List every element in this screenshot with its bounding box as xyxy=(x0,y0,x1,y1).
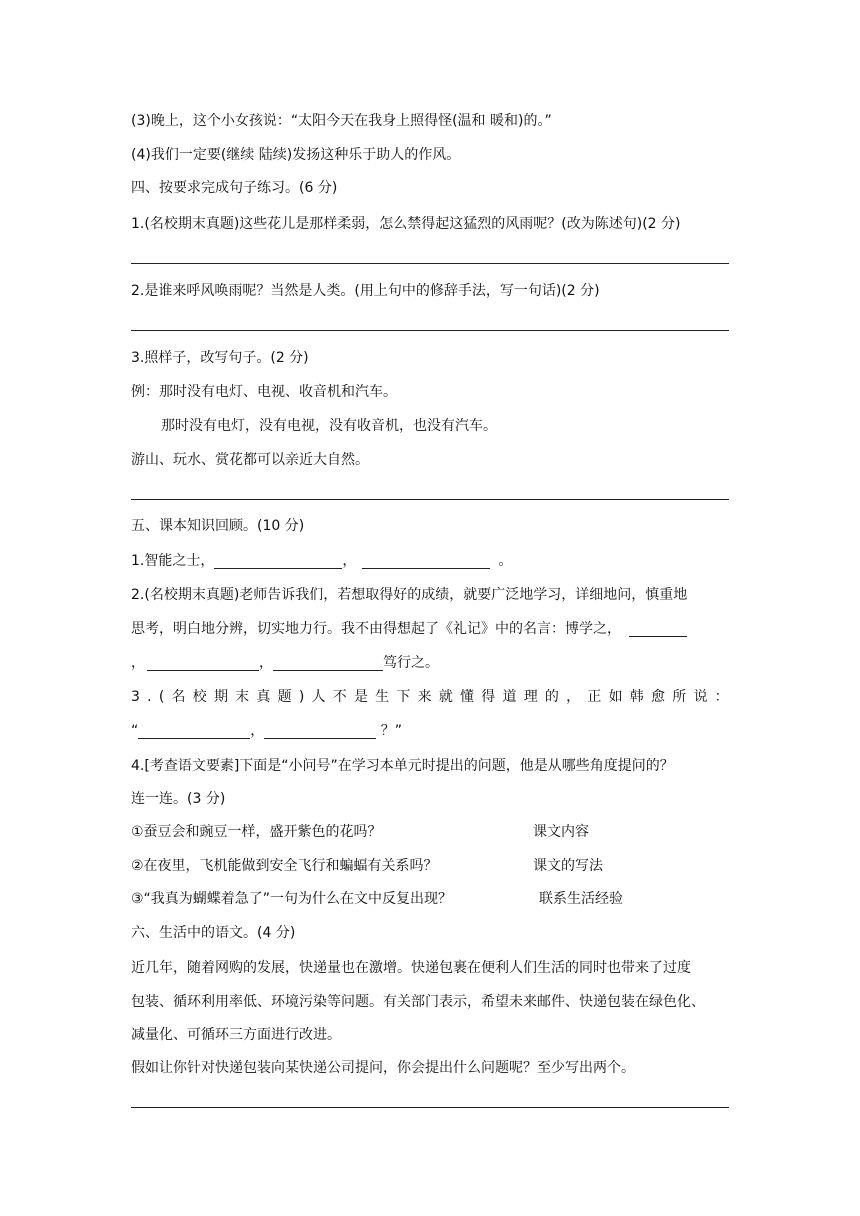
justified-char: 如 xyxy=(608,689,623,705)
justified-char: 不 xyxy=(332,689,347,705)
justified-char: 是 xyxy=(353,689,368,705)
fill-blank[interactable] xyxy=(147,654,259,671)
quote-close: ？” xyxy=(376,723,402,739)
justified-char: 3 xyxy=(131,689,140,705)
knowledge-2-line-3 xyxy=(131,653,439,673)
item-4: (4)我们一定要(继续 陆续)发扬这种乐于助人的作风。 xyxy=(131,147,461,163)
match-right-2[interactable]: 课文的写法 xyxy=(533,858,603,874)
knowledge-3-comma: ， xyxy=(250,723,265,739)
knowledge-2-comma-2: ， xyxy=(259,655,273,671)
justified-char: 正 xyxy=(587,689,602,705)
match-left-1[interactable]: ①蚕豆会和豌豆一样，盛开紫色的花吗？ xyxy=(131,824,382,840)
justified-char: 愈 xyxy=(651,689,665,705)
knowledge-1-comma: ， xyxy=(342,553,357,569)
justified-char: 人 xyxy=(311,689,326,705)
fill-blank[interactable] xyxy=(362,552,490,569)
justified-char: 来 xyxy=(417,689,432,705)
justified-char: 就 xyxy=(438,689,453,705)
match-left-2[interactable]: ②在夜里，飞机能做到安全飞行和蝙蝠有关系吗？ xyxy=(131,858,438,874)
justified-char: ( xyxy=(158,689,165,705)
fill-blank[interactable] xyxy=(629,620,687,637)
knowledge-2-comma: ， xyxy=(131,655,145,671)
passage-question: 假如让你针对快递包装向某快递公司提问，你会提出什么问题呢？至少写出两个。 xyxy=(131,1060,635,1076)
knowledge-1 xyxy=(131,551,512,571)
justified-char: 末 xyxy=(235,689,250,705)
knowledge-4-line-2: 连一连。(3 分) xyxy=(131,791,226,807)
passage-line-2: 包装、循环利用率低、环境污染等问题。有关部门表示，希望未来邮件、快递包装在绿色化、 xyxy=(131,994,705,1010)
example-line-1: 例：那时没有电灯、电视、收音机和汽车。 xyxy=(131,384,397,400)
section-6-heading: 六、生活中的语文。(4 分) xyxy=(131,925,296,941)
passage-line-1: 近几年，随着网购的发展，快递量也在激增。快递包裹在便利人们生活的同时也带来了过度 xyxy=(131,960,691,976)
match-right-3[interactable]: 联系生活经验 xyxy=(539,891,623,907)
knowledge-2-line-2 xyxy=(131,619,687,639)
justified-char: 期 xyxy=(213,689,228,705)
justified-char: . xyxy=(147,689,152,705)
knowledge-4-line-1: 4.[考查语文要素]下面是“小问号”在学习本单元时提出的问题，他是从哪些角度提问的？ xyxy=(131,758,674,774)
answer-line-2[interactable] xyxy=(131,330,729,331)
passage-line-3: 减量化、可循环三方面进行改进。 xyxy=(131,1027,341,1043)
knowledge-2-end: 笃行之。 xyxy=(383,655,439,671)
fill-blank[interactable] xyxy=(138,722,250,739)
justified-char: 懂 xyxy=(460,689,475,705)
match-left-3[interactable]: ③“我真为蝴蝶着急了”一句为什么在文中反复出现？ xyxy=(131,891,453,907)
example-line-2: 那时没有电灯，没有电视，没有收音机，也没有汽车。 xyxy=(161,418,497,434)
justified-char: 题 xyxy=(277,689,292,705)
justified-char: 下 xyxy=(396,689,411,705)
section-4-heading: 四、按要求完成句子练习。(6 分) xyxy=(131,180,338,196)
justified-char: 道 xyxy=(502,689,517,705)
answer-line-1[interactable] xyxy=(131,263,729,264)
justified-char: 说 xyxy=(693,689,708,705)
justified-char: ) xyxy=(298,689,305,705)
justified-char: ， xyxy=(566,689,581,705)
match-right-1[interactable]: 课文内容 xyxy=(533,824,589,840)
fill-blank[interactable] xyxy=(273,654,383,671)
fill-blank[interactable] xyxy=(214,552,342,569)
justified-char: 名 xyxy=(171,689,186,705)
knowledge-2-line-1: 2.(名校期末真题)老师告诉我们，若想取得好的成绩，就要广泛地学习，详细地问，慎重地 xyxy=(131,587,688,603)
justified-char: 韩 xyxy=(629,689,644,705)
question-2: 2.是谁来呼风唤雨呢？当然是人类。(用上句中的修辞手法，写一句话)(2 分) xyxy=(131,283,600,299)
answer-line-6[interactable] xyxy=(131,1107,729,1108)
quote-open: “ xyxy=(131,723,139,739)
justified-char: 生 xyxy=(375,689,390,705)
justified-char: 的 xyxy=(544,689,559,705)
justified-char: 真 xyxy=(256,689,271,705)
answer-line-3[interactable] xyxy=(131,499,729,500)
justified-char: 理 xyxy=(523,689,538,705)
knowledge-3-line-1 xyxy=(131,687,729,707)
section-5-heading: 五、课本知识回顾。(10 分) xyxy=(131,518,305,534)
item-3: (3)晚上，这个小女孩说：“太阳今天在我身上照得怪(温和 暖和)的。” xyxy=(131,113,552,129)
knowledge-2-text: 思考，明白地分辨，切实地力行。我不由得想起了《礼记》中的名言：博学之， xyxy=(131,621,621,637)
knowledge-1-period: 。 xyxy=(498,553,513,569)
knowledge-3-line-2 xyxy=(131,721,402,741)
fill-blank[interactable] xyxy=(264,722,376,739)
justified-char: ： xyxy=(714,689,729,705)
justified-char: 所 xyxy=(672,689,687,705)
question-1: 1.(名校期末真题)这些花儿是那样柔弱，怎么禁得起这猛烈的风雨呢？(改为陈述句)(2 分) xyxy=(131,216,681,232)
knowledge-1-text: 1.智能之士， xyxy=(131,553,215,569)
justified-char: 校 xyxy=(192,689,207,705)
justified-char: 得 xyxy=(481,689,496,705)
question-3-sentence: 游山、玩水、赏花都可以亲近大自然。 xyxy=(131,452,369,468)
question-3: 3.照样子，改写句子。(2 分) xyxy=(131,350,309,366)
